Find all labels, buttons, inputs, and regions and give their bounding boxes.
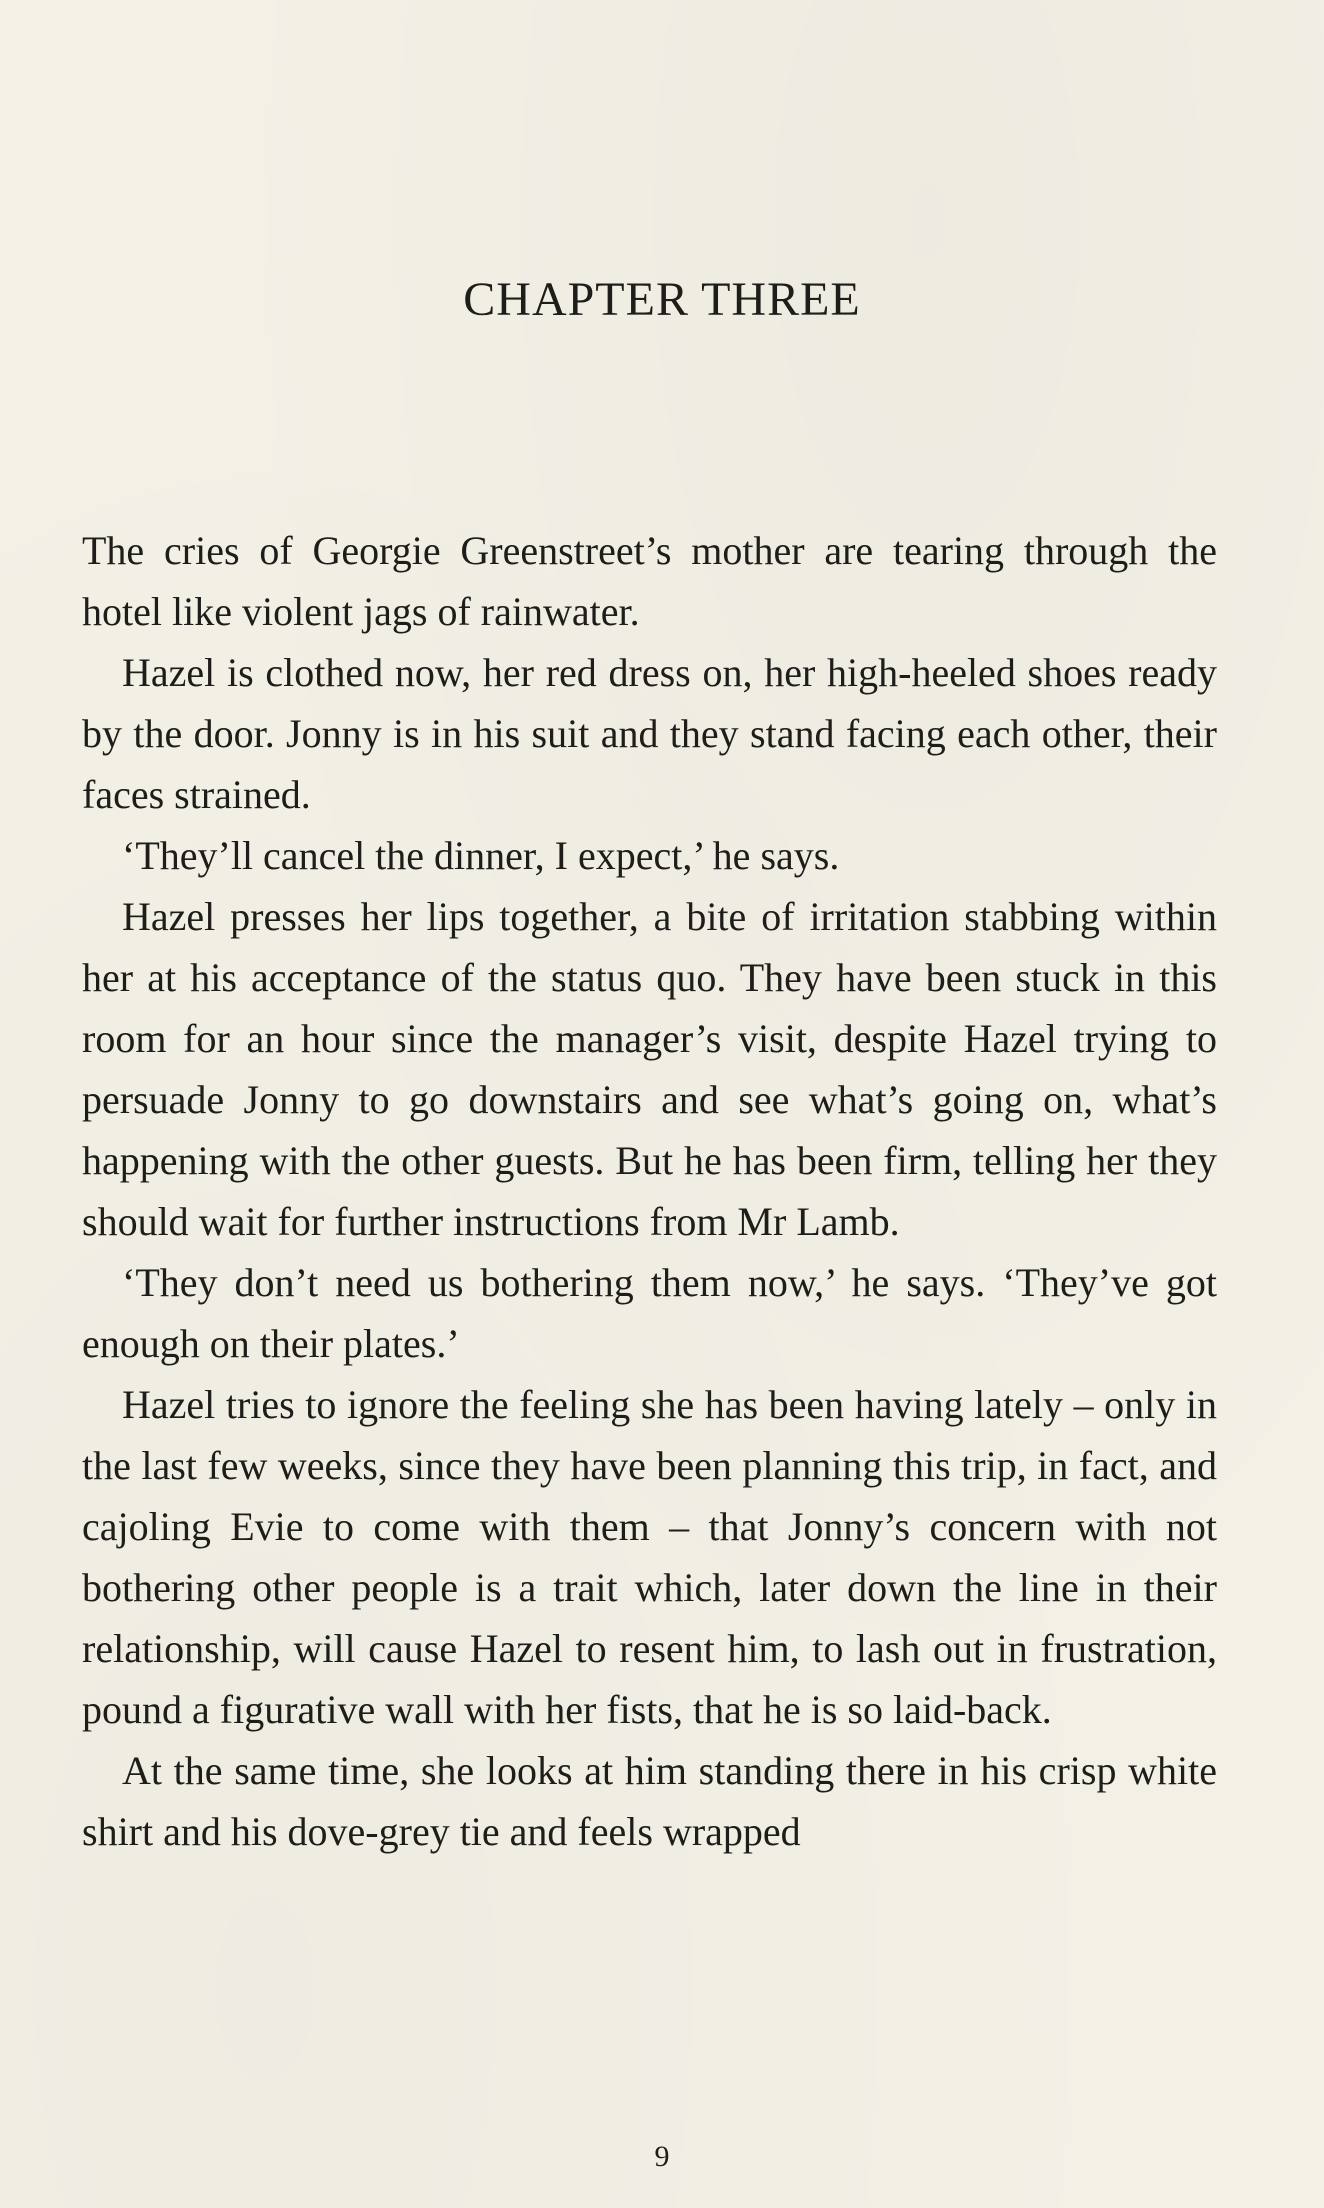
chapter-title: CHAPTER THREE <box>463 273 861 326</box>
paragraph: Hazel tries to ignore the feeling she has been having lately – only in the last few weeks, since they have been planning this trip, in fact, and cajoling Evie to come with them – that Jonny’s concern with not bothering other people is a trait which, later down the line in their relationship, will cause Hazel to resent him, to lash out in frustration, pound a figurative wall with her fists, that he is so laid-back. <box>82 1382 1217 1732</box>
paragraph: ‘They don’t need us bothering them now,’ he says. ‘They’ve got enough on their plates.’ <box>82 1260 1217 1366</box>
paragraph: The cries of Georgie Greenstreet’s mother are tearing through the hotel like violent jags of rainwater. <box>82 528 1217 634</box>
chapter-body <box>82 520 1217 1862</box>
paragraph: At the same time, she looks at him standing there in his crisp white shirt and his dove-grey tie and feels wrapped <box>82 1748 1217 1854</box>
paragraph: Hazel is clothed now, her red dress on, her high-heeled shoes ready by the door. Jonny is in his suit and they stand facing each other, their faces strained. <box>82 650 1217 817</box>
paragraph: ‘They’ll cancel the dinner, I expect,’ he says. <box>122 833 840 878</box>
paragraph: Hazel presses her lips together, a bite of irritation stabbing within her at his acceptance of the status quo. They have been stuck in this room for an hour since the manager’s visit, despite Hazel trying to persuade Jonny to go downstairs and see what’s going on, what’s happening with the other guests. But he has been firm, telling her they should wait for further instructions from Mr Lamb. <box>82 894 1217 1244</box>
page-number: 9 <box>654 2140 670 2173</box>
